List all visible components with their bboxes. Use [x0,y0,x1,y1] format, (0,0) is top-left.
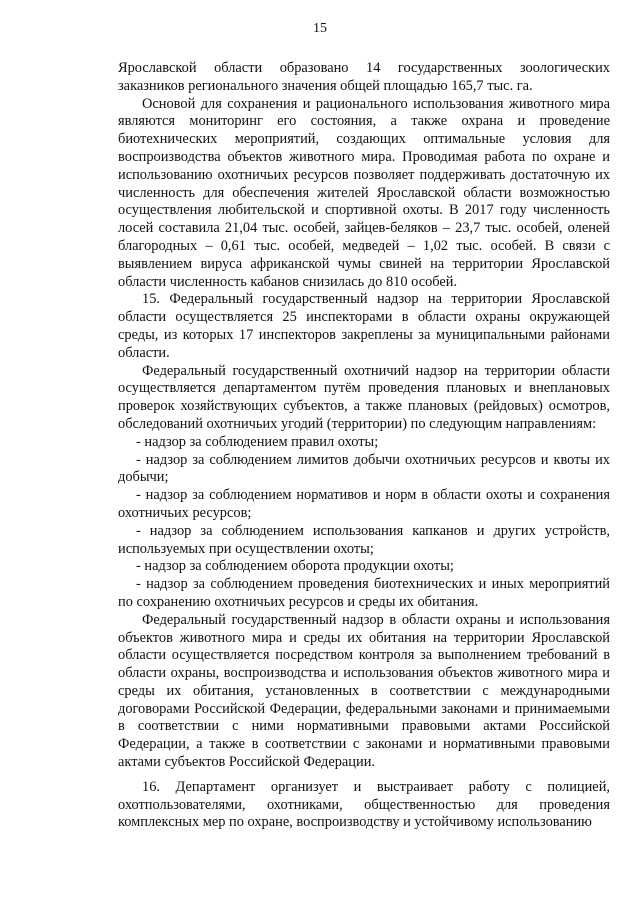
body-text [118,60,610,832]
paragraph-wildlife-supervision: Федеральный государственный надзор в области охраны и использования объектов животного мира и среды их обитания на территории Ярославской области осуществляется посредством контроля за выполнением требований в области охраны, воспроизводства и использования объектов животного мира и среды их обитания, установленных в соответствии с международными договорами Российской Федерации, федеральными законами и принимаемыми в соответствии с ними нормативными правовыми актами Российской Федерации, а также в соответствии с законами и нормативными правовыми актами субъектов Российской Федерации. [118,611,610,771]
paragraph-item-15: 15. Федеральный государственный надзор на территории Ярославской области осуществляется 25 инспекторами в области охраны окружающей среды, из которых 17 инспекторов закреплены за муниципальными районами области. [118,291,610,361]
paragraph-wildlife-conservation: Основой для сохранения и рационального использования животного мира являются мониторинг его состояния, а также охрана и проведение биотехнических мероприятий, создающих оптимальные условия для воспроизводства объектов животного мира. Проводимая работа по охране и использованию охотничьих ресурсов позволяет поддерживать достаточную их численность для обеспечения жителей Ярославской области возможностью осуществления любительской и спортивной охоты. В 2017 году численность лосей составила 21,04 тыс. особей, зайцев-беляков – 23,7 тыс. особей, оленей благородных – 0,61 тыс. особей, медведей – 1,02 тыс. особей. В связи с выявлением вируса африканской чумы свиней на территории Ярославской области численность кабанов снизилась до 810 особей. [118,95,610,290]
paragraph-continuation: Ярославской области образовано 14 государственных зоологических заказников регионального значения общей площадью 165,7 тыс. га. [118,60,610,94]
page-number: 15 [313,21,327,36]
paragraph-item-16: 16. Департамент организует и выстраивает работу с полицией, охотпользователями, охотниками, общественностью для проведения комплексных мер по охране, воспроизводству и устойчивому использованию [118,778,610,831]
list-item: - надзор за соблюдением использования капканов и других устройств, используемых при осуществлении охоты; [118,522,610,557]
list-item: - надзор за соблюдением нормативов и норм в области охоты и сохранения охотничьих ресурсов; [118,487,610,521]
list-item: - надзор за соблюдением лимитов добычи охотничьих ресурсов и квоты их добычи; [118,451,610,486]
paragraph-hunting-supervision: Федеральный государственный охотничий надзор на территории области осуществляется департаментом путём проведения плановых и внеплановых проверок хозяйствующих субъектов, а также плановых (рейдовых) осмотров, обследований охотничьих угодий (территории) по следующим направлениям: [118,362,610,432]
list-item: - надзор за соблюдением оборота продукции охоты; [136,558,454,575]
list-item: - надзор за соблюдением правил охоты; [136,433,379,450]
list-item: - надзор за соблюдением проведения биотехнических и иных мероприятий по сохранению охотничьих ресурсов и среды их обитания. [118,576,610,610]
